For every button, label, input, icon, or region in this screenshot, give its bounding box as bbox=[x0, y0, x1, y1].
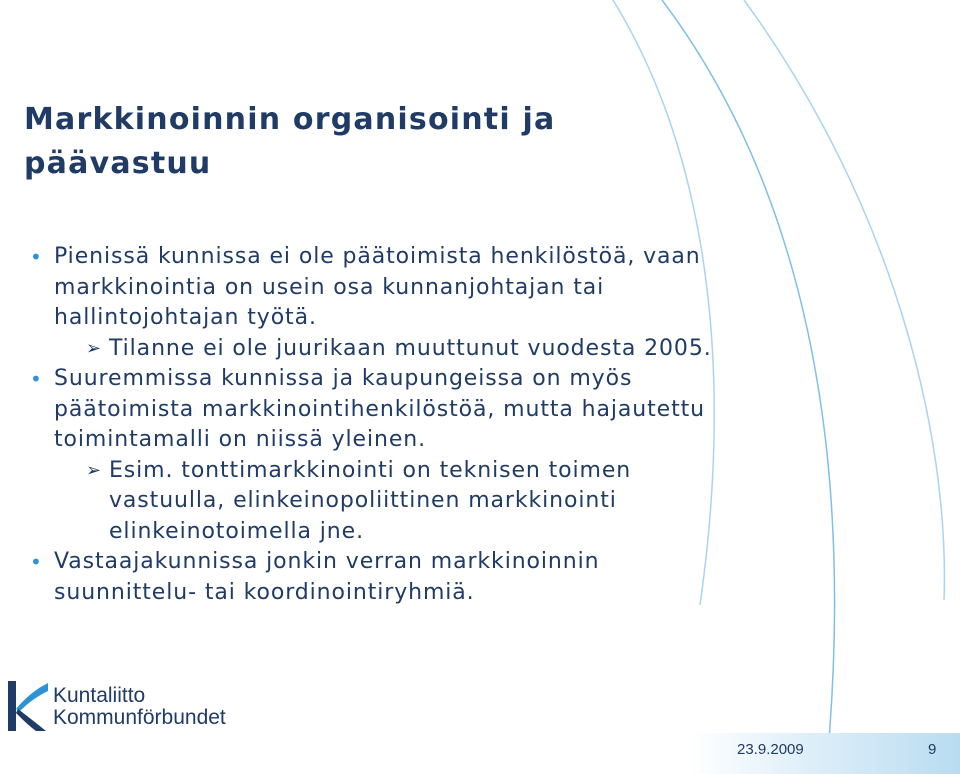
bullet-text-line: toimintamalli on niissä yleinen. bbox=[54, 427, 426, 452]
bullet-icon: • bbox=[30, 550, 43, 574]
bullet-text-line: Suuremmissa kunnissa ja kaupungeissa on myös bbox=[54, 366, 633, 391]
sub-bullet-text-line: vastuulla, elinkeinopoliittinen markkinointi bbox=[109, 488, 617, 513]
kuntaliitto-logo bbox=[6, 677, 256, 739]
logo-wordmark bbox=[53, 685, 226, 729]
arrow-bullet-icon: ➢ bbox=[86, 459, 102, 481]
title-line-1: Markkinoinnin organisointi ja bbox=[24, 102, 556, 137]
k-swoosh-logo-icon bbox=[6, 679, 50, 735]
logo-line-1: Kuntaliitto bbox=[53, 684, 146, 707]
bullet-item-2 bbox=[30, 364, 820, 456]
bullet-text-line: markkinointia on usein osa kunnanjohtajan tai bbox=[54, 274, 605, 300]
bullet-text-line: suunnittelu- tai koordinointiryhmiä. bbox=[54, 579, 475, 605]
sub-bullet-text-line: Esim. tonttimarkkinointi on teknisen toimen bbox=[109, 457, 632, 483]
logo-line-2: Kommunförbundet bbox=[53, 706, 226, 729]
sub-bullet-item-2 bbox=[30, 456, 820, 548]
bullet-icon: • bbox=[30, 245, 43, 269]
sub-bullet-text-line: Tilanne ei ole juurikaan muuttunut vuodesta 2005. bbox=[109, 335, 712, 361]
footer-band bbox=[690, 733, 960, 774]
sub-bullet-item-1 bbox=[30, 334, 820, 365]
bullet-text-line: Pienissä kunnissa ei ole päätoimista henkilöstöä, vaan bbox=[54, 244, 701, 269]
page-number: 9 bbox=[928, 741, 937, 758]
bullet-text-line: hallintojohtajan työtä. bbox=[54, 305, 317, 330]
bullet-icon: • bbox=[30, 367, 43, 391]
bullet-text-line: Vastaajakunnissa jonkin verran markkinoinnin bbox=[54, 549, 600, 574]
bullet-text-line: päätoimista markkinointihenkilöstöä, mutta hajautettu bbox=[54, 396, 705, 422]
footer-date: 23.9.2009 bbox=[737, 741, 804, 758]
sub-bullet-text-line: elinkeinotoimella jne. bbox=[109, 518, 364, 544]
bullet-list bbox=[30, 242, 820, 608]
slide-title bbox=[24, 98, 644, 186]
arrow-bullet-icon: ➢ bbox=[86, 337, 102, 359]
bullet-item-1 bbox=[30, 242, 820, 334]
title-line-2: päävastuu bbox=[24, 146, 212, 181]
bullet-item-3 bbox=[30, 547, 820, 608]
